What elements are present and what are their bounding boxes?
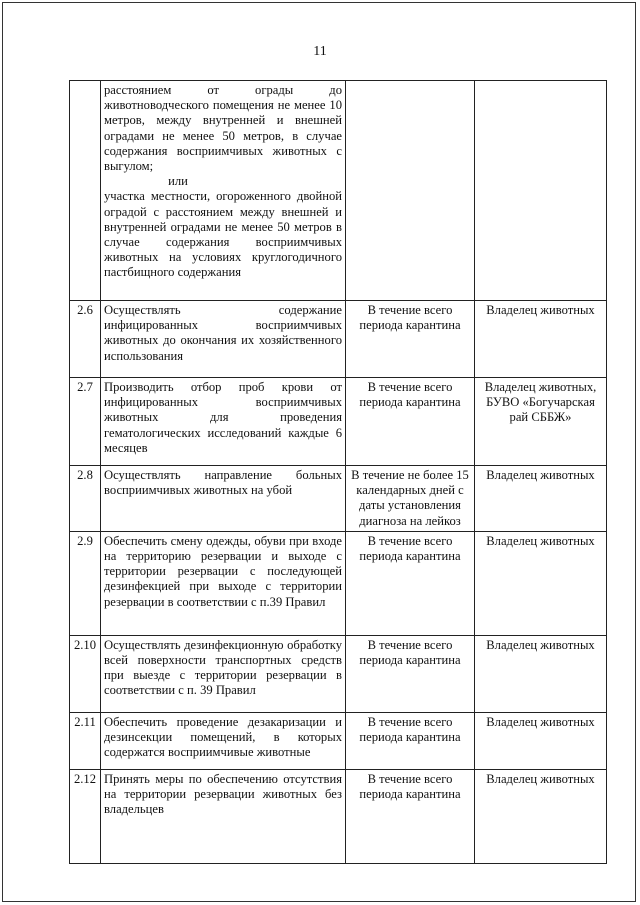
row-number: 2.10 [70,635,101,712]
action-cell [101,81,346,301]
action-cell: Осуществлять дезинфекционную обработку всей поверхности транспортных средств при выезде с территории резервации в соответствии с п. 39 Правил [101,635,346,712]
responsible-cell: Владелец животных, БУВО «Богучарская рай СББЖ» [475,378,607,466]
table-row [70,466,607,532]
table-row [70,301,607,378]
term-cell: В течение всего периода карантина [346,769,475,863]
term-cell: В течение всего периода карантина [346,301,475,378]
table-row [70,81,607,301]
term-cell: В течение всего периода карантина [346,378,475,466]
responsible-cell: Владелец животных [475,769,607,863]
action-cell: Производить отбор проб крови от инфицированных восприимчивых животных для проведения гематологических исследований каждые 6 месяцев [101,378,346,466]
page-number: 11 [313,44,327,59]
row-number: 2.7 [70,378,101,466]
action-cell: Осуществлять содержание инфицированных восприимчивых животных до окончания их хозяйственного использования [101,301,346,378]
term-cell: В течение всего периода карантина [346,531,475,635]
table-row [70,712,607,769]
responsible-cell: Владелец животных [475,531,607,635]
term-cell: В течение всего периода карантина [346,635,475,712]
row-number: 2.6 [70,301,101,378]
row-number: 2.8 [70,466,101,532]
responsible-cell: Владелец животных [475,301,607,378]
measures-table [69,80,607,864]
table-row [70,378,607,466]
responsible-cell [475,81,607,301]
row-number [70,81,101,301]
action-text: или [168,174,188,189]
table-row [70,635,607,712]
action-cell: Обеспечить смену одежды, обуви при входе на территорию резервации и выходе с территории резервации с последующей дезинфекцией при выходе с территории резервации в соответствии с п.39 Правил [101,531,346,635]
term-cell: В течение всего периода карантина [346,712,475,769]
row-number: 2.11 [70,712,101,769]
row-number: 2.12 [70,769,101,863]
responsible-cell: Владелец животных [475,712,607,769]
action-text: расстоянием от ограды до животноводческого помещения не менее 10 метров, между внутренней и внешней оградами не менее 50 метров, в случае содержания восприимчивых животных с выгулом; [104,83,342,174]
action-cell: Осуществлять направление больных восприимчивых животных на убой [101,466,346,532]
term-cell [346,81,475,301]
responsible-cell: Владелец животных [475,635,607,712]
action-cell: Обеспечить проведение дезакаризации и дезинсекции помещений, в которых содержатся восприимчивые животные [101,712,346,769]
action-cell: Принять меры по обеспечению отсутствия на территории резервации животных без владельцев [101,769,346,863]
table-row [70,769,607,863]
responsible-cell: Владелец животных [475,466,607,532]
term-cell: В течение не более 15 календарных дней с даты установления диагноза на лейкоз [346,466,475,532]
row-number: 2.9 [70,531,101,635]
action-text: участка местности, огороженного двойной оградой с расстоянием между внешней и внутренней оградами не менее 50 метров в случае содержания восприимчивых животных на условиях круглогодичного пастбищного содержания [104,189,342,280]
table-row [70,531,607,635]
